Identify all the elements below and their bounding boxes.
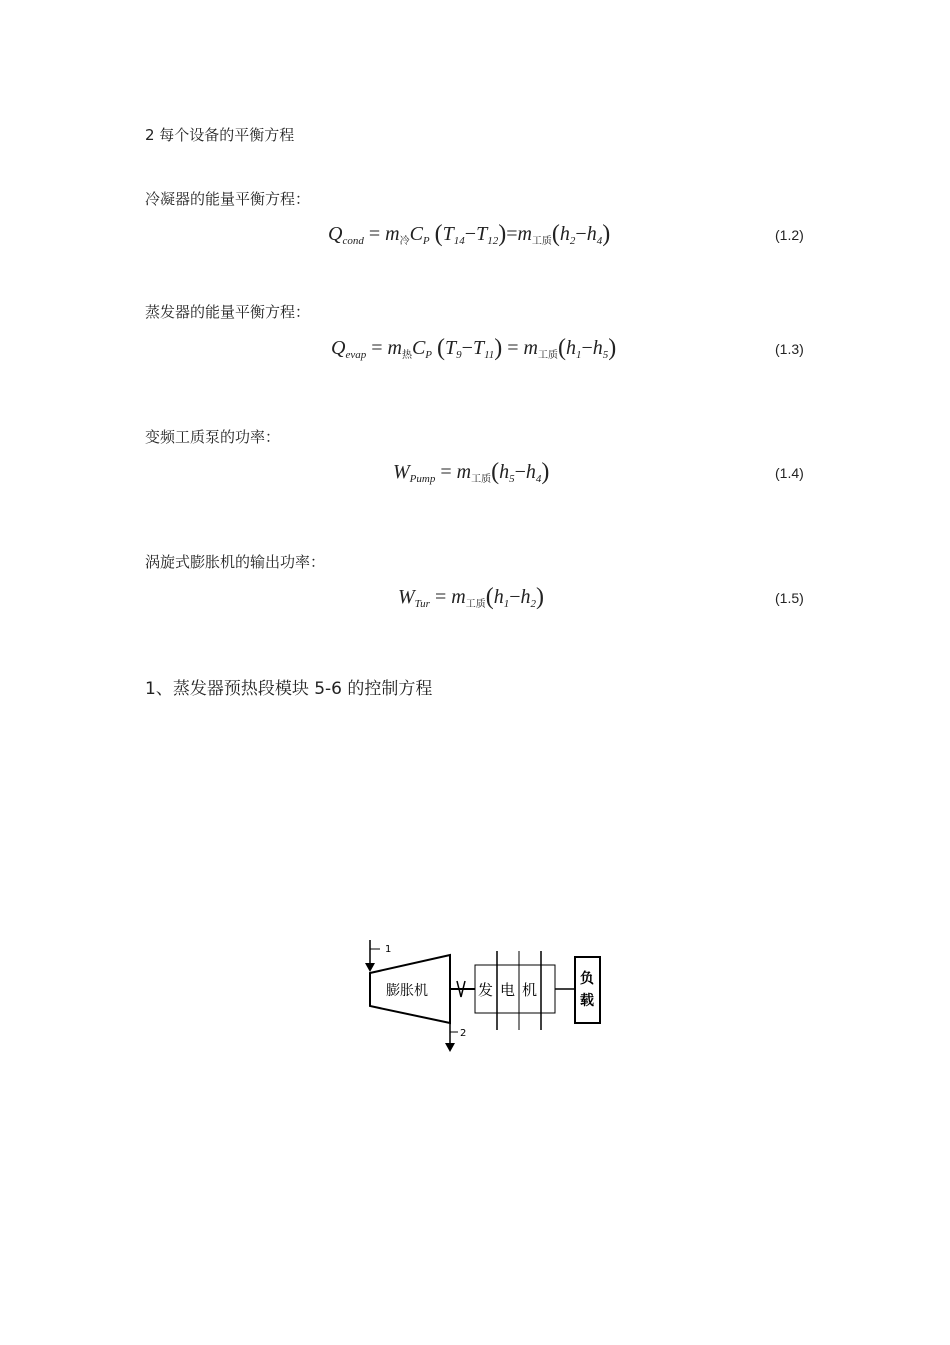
equation-label-condenser: 冷凝器的能量平衡方程：	[145, 190, 311, 208]
equation-number: (1.4)	[775, 465, 804, 481]
expander-label: 膨胀机	[386, 983, 428, 999]
generator-char: 机	[522, 981, 538, 999]
outlet-arrow	[445, 1043, 455, 1052]
outlet-label: 2	[460, 1028, 467, 1039]
load-char: 载	[580, 993, 594, 1009]
section-heading: 2 每个设备的平衡方程	[145, 126, 295, 144]
equation-label-expander: 涡旋式膨胀机的输出功率：	[145, 553, 326, 571]
generator-char: 电	[500, 981, 516, 999]
equation-label-evaporator: 蒸发器的能量平衡方程：	[145, 303, 311, 321]
equation-expander: $W_{Tur} = m_{工质}(h_1-h_2)$	[398, 584, 544, 610]
equation-evaporator: $Q_{evap} = m_热C_P$ $(T_9-T_{11}) = m_{工质}(h_1-h_5)$	[331, 335, 617, 361]
inlet-label: 1	[385, 944, 392, 955]
subsection-title: 1、蒸发器预热段模块 5-6 的控制方程	[145, 679, 433, 699]
equation-condenser: $Q_{cond} = m_冷C_P$ $(T_{14}-T_{12})=m_{工质}(h_2-h_4)$	[328, 221, 611, 247]
load-box	[575, 957, 600, 1023]
equation-number: (1.3)	[775, 341, 804, 357]
equation-number: (1.2)	[775, 227, 804, 243]
equation-number: (1.5)	[775, 590, 804, 606]
expander-generator-diagram	[355, 935, 615, 1060]
load-char: 负	[580, 971, 594, 987]
equation-pump: $W_{Pump} = m_{工质}(h_5-h_4)$	[393, 459, 550, 485]
generator-char: 发	[478, 981, 494, 999]
equation-label-pump: 变频工质泵的功率：	[145, 428, 281, 446]
inlet-arrow	[365, 963, 375, 972]
